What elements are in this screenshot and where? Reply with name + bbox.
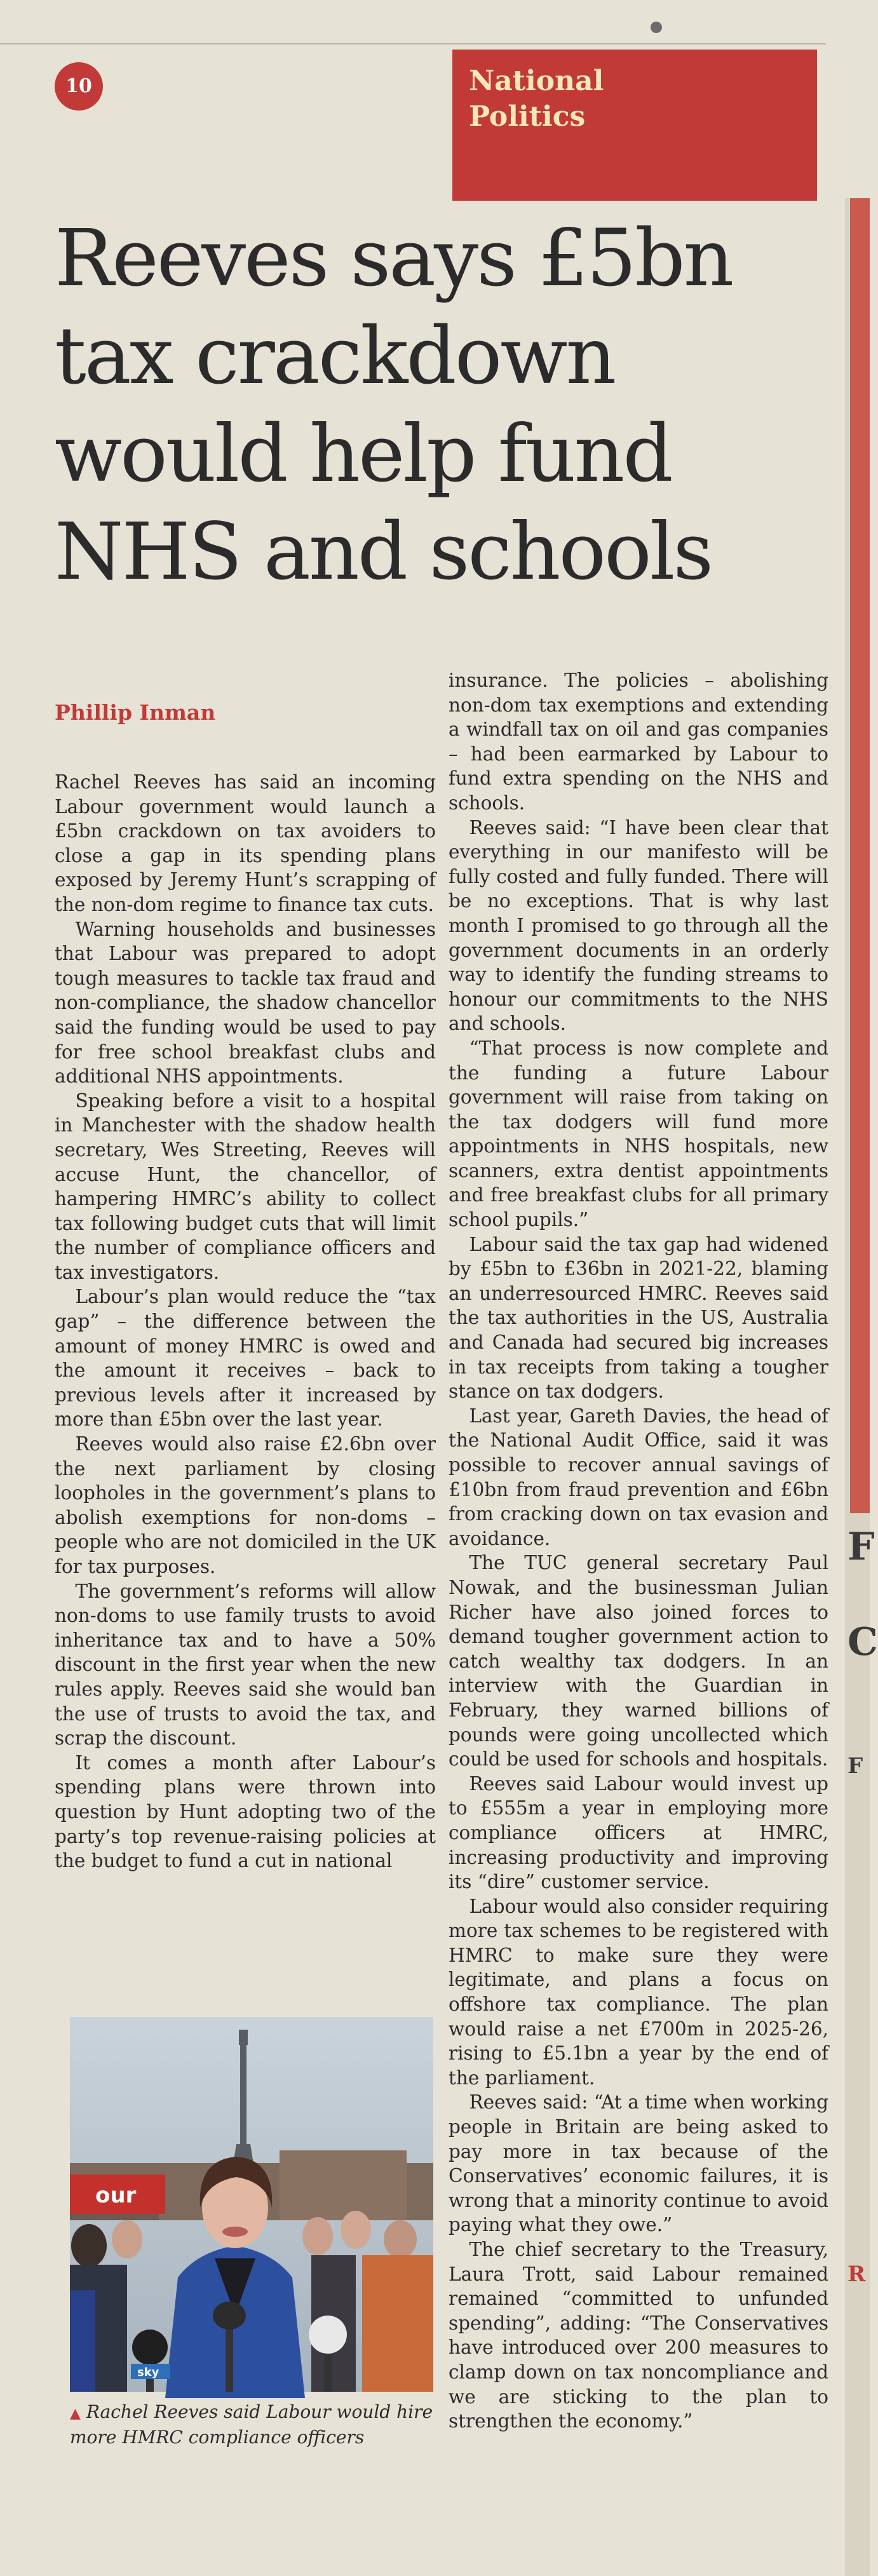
adjacent-glyph: R xyxy=(848,2262,866,2287)
article-column-1 xyxy=(55,770,436,1873)
paragraph: insurance. The policies – abolishing non-dom tax exemptions and extending a windfall tax on oil and gas companies – had been earmarked by Labour to fund extra spending on the NHS and schools. xyxy=(449,670,828,814)
paragraph: Labour said the tax gap had widened by £5bn to £36bn in 2021-22, blaming an underresourced HMRC. Reeves said the tax authorities in the US, Australia and Canada had secured big increases in tax receipts from taking a tougher stance on tax dodgers. xyxy=(449,1233,828,1403)
paragraph: Speaking before a visit to a hospital in Manchester with the shadow health secretary, Wes Streeting, Reeves will accuse Hunt, the chancellor, of hampering HMRC’s ability to collect tax following budget cuts that will limit the number of compliance officers and tax investigators. xyxy=(55,1089,436,1283)
paragraph: Last year, Gareth Davies, the head of the National Audit Office, said it was possible to recover annual savings of £10bn from fraud prevention and £6bn from cracking down on tax evasion and avoidance. xyxy=(449,1405,828,1549)
paragraph: Warning households and businesses that Labour was prepared to adopt tough measures to tackle tax fraud and non-compliance, the shadow chancellor said the funding would be used to pay for free school breakfast clubs and additional NHS appointments. xyxy=(55,918,436,1088)
headline-line-2: tax crackdown xyxy=(55,311,615,402)
adjacent-page-red-strip xyxy=(850,198,870,1513)
photo-caption xyxy=(70,2400,438,2449)
headline-line-4: NHS and schools xyxy=(55,506,712,598)
paragraph: Reeves said: “I have been clear that everything in our manifesto will be fully costed and fully funded. There will be no exceptions. That is why last month I promised to go through all the government documents in an orderly way to identify the funding streams to honour our commitments to the NHS and schools. xyxy=(449,816,828,1035)
sign-text: our xyxy=(95,2183,137,2208)
paragraph: The government’s reforms will allow non-doms to use family trusts to avoid inheritance tax and to have a 50% discount in the first year when the new rules apply. Reeves said she would ban the use of trusts to avoid the tax, and scrap the discount. xyxy=(55,1580,436,1750)
paragraph: Reeves said Labour would invest up to £555m a year in employing more compliance officers at HMRC, increasing productivity and improving its “dire” customer service. xyxy=(449,1772,828,1893)
section-label-box xyxy=(452,50,817,201)
paragraph: It comes a month after Labour’s spending plans were thrown into question by Hunt adopting two of the party’s top revenue-raising policies at the budget to fund a cut in national xyxy=(55,1751,436,1872)
paragraph: Reeves would also raise £2.6bn over the next parliament by closing loopholes in the government’s plans to abolish exemptions for non-doms – people who are not domiciled in the UK for tax purposes. xyxy=(55,1433,436,1577)
top-rule xyxy=(0,43,826,44)
caption-triangle-icon: ▲ xyxy=(70,2406,81,2422)
punch-hole-dot xyxy=(651,22,662,33)
paragraph: Labour would also consider requiring more tax schemes to be registered with HMRC to make sure they were legitimate, and plans a focus on offshore tax compliance. The plan would raise a net £700m in 2025-26, rising to £5.1bn a year by the end of the parliament. xyxy=(449,1895,828,2089)
paragraph: “That process is now complete and the funding a future Labour government will raise from taking on the tax dodgers will fund more appointments in NHS hospitals, new scanners, extra dentist appointments and free breakfast clubs for all primary school pupils.” xyxy=(449,1037,828,1231)
paragraph: Rachel Reeves has said an incoming Labour government would launch a £5bn crackdown on tax avoiders to close a gap in its spending plans exposed by Jeremy Hunt’s scrapping of the non-dom regime to finance tax cuts. xyxy=(55,771,436,915)
article-photo xyxy=(70,2017,433,2392)
adjacent-glyph: F xyxy=(848,1753,863,1779)
headline-line-1: Reeves says £5bn xyxy=(55,213,733,304)
page-number-badge: 10 xyxy=(55,62,103,111)
paragraph: Reeves said: “At a time when working people in Britain are being asked to pay more in tax because of the Conservatives’ economic failures, it is wrong that a minority continue to avoid paying what they owe.” xyxy=(449,2091,828,2236)
headline-line-3: would help fund xyxy=(55,408,672,500)
article-column-2 xyxy=(449,668,828,2434)
adjacent-glyph: F xyxy=(848,1525,875,1569)
caption-text: Rachel Reeves said Labour would hire more HMRC compliance officers xyxy=(70,2401,433,2448)
paragraph: The chief secretary to the Treasury, Laura Trott, said Labour remained remained “committed to unfunded spending”, adding: “The Conservatives have introduced over 200 measures to clamp down on tax noncompliance and we are sticking to the plan to strengthen the economy.” xyxy=(449,2239,828,2432)
adjacent-glyph: C xyxy=(848,1620,878,1664)
paragraph: The TUC general secretary Paul Nowak, and the businessman Julian Richer have also joined forces to demand tougher government action to catch wealthy tax dodgers. In an interview with the Guardian in February, they warned billions of pounds were going uncollected which could be used for schools and hospitals. xyxy=(449,1552,828,1770)
section-label-line-2: Politics xyxy=(469,100,586,133)
headline xyxy=(55,210,817,601)
section-label-line-1: National xyxy=(469,65,604,97)
paragraph: Labour’s plan would reduce the “tax gap” – the difference between the amount of money HMRC is owed and the amount it receives – back to previous levels after it increased by more than £5bn over the last year. xyxy=(55,1286,436,1431)
byline: Phillip Inman xyxy=(55,700,216,725)
campaign-sign xyxy=(70,2175,165,2214)
mic-label: sky xyxy=(137,2366,159,2379)
photo-illustration xyxy=(70,2017,433,2392)
